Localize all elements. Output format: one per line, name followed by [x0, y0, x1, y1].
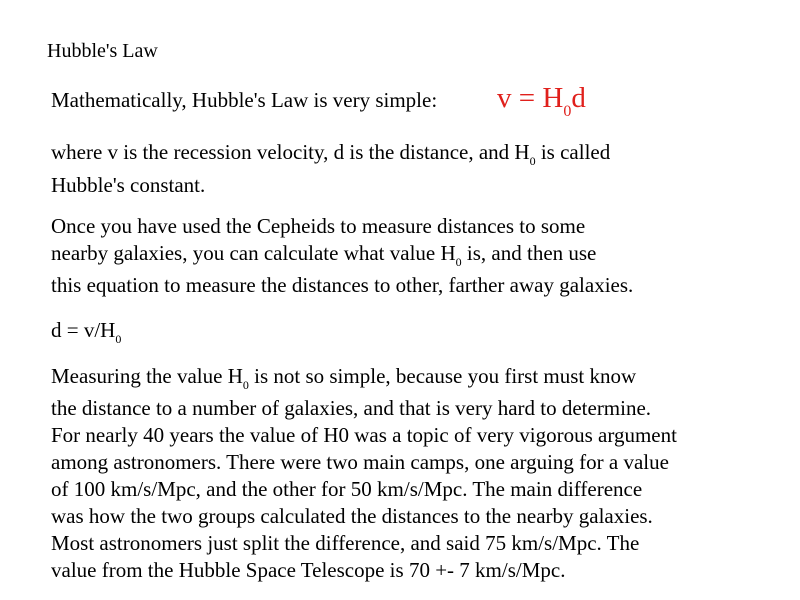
- para3-line: of 100 km/s/Mpc, and the other for 50 km/s/Mpc. The main difference: [51, 477, 643, 501]
- para3-line: the distance to a number of galaxies, and that is very hard to determine.: [51, 396, 652, 420]
- hubble-equation: $v = H_0d$: [497, 82, 586, 120]
- para1-line1: where v is the recession velocity, d is the distance, and $H_0$ is called: [51, 140, 611, 168]
- para2-line2: nearby galaxies, you can calculate what value $H_0$ is, and then use: [51, 241, 597, 269]
- distance-formula: $d = v/H_0$: [51, 318, 122, 346]
- intro-text: Mathematically, Hubble's Law is very simple:: [51, 88, 438, 112]
- para3-line: value from the Hubble Space Telescope is 70 +- 7 km/s/Mpc.: [51, 558, 566, 582]
- para1-line2: Hubble's constant.: [51, 173, 206, 197]
- para2-line1: Once you have used the Cepheids to measure distances to some: [51, 214, 586, 238]
- para3-line: among astronomers. There were two main camps, one arguing for a value: [51, 450, 669, 474]
- para3-line1: Measuring the value $H_0$ is not so simple, because you first must know: [51, 364, 637, 392]
- para3-line: was how the two groups calculated the distances to the nearby galaxies.: [51, 504, 653, 528]
- para2-line3: this equation to measure the distances to other, farther away galaxies.: [51, 273, 634, 297]
- para3-line: Most astronomers just split the difference, and said 75 km/s/Mpc. The: [51, 531, 640, 555]
- para3-line: For nearly 40 years the value of H0 was a topic of very vigorous argument: [51, 423, 677, 447]
- page-title: Hubble's Law: [47, 40, 158, 62]
